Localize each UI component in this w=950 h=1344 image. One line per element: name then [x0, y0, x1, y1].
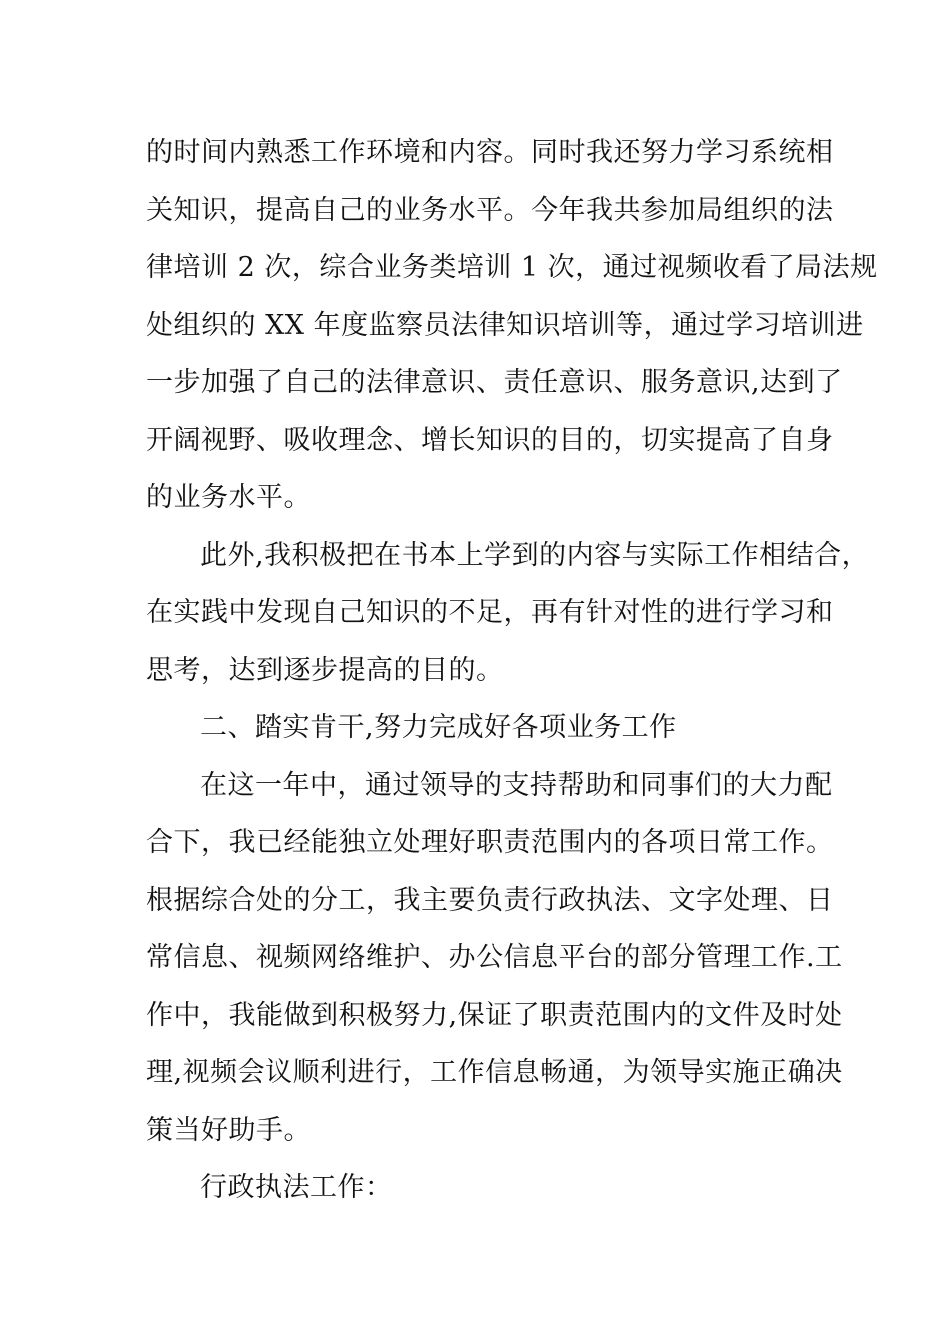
text-line: 思考，达到逐步提高的目的。 — [146, 654, 504, 686]
subsection-heading: 行政执法工作： — [200, 1172, 393, 1203]
document-body — [146, 124, 878, 1217]
text-line: 策当好助手。 — [146, 1114, 311, 1146]
text-line: 的业务水平。 — [146, 482, 311, 513]
text-line: 律培训 2 次，综合业务类培训 1 次，通过视频收看了局法规 — [146, 252, 878, 283]
text-line: 根据综合处的分工，我主要负责行政执法、文字处理、日 — [146, 884, 834, 916]
text-line: 处组织的 XX 年度监察员法律知识培训等，通过学习培训进 — [146, 309, 864, 341]
text-line: 的时间内熟悉工作环境和内容。同时我还努力学习系统相 — [146, 137, 834, 168]
text-line: 关知识，提高自己的业务水平。今年我共参加局组织的法 — [146, 194, 834, 226]
text-line: 合下，我已经能独立处理好职责范围内的各项日常工作。 — [146, 827, 834, 858]
section-heading: 二、踏实肯干,努力完成好各项业务工作 — [200, 712, 677, 743]
paragraph-first-line: 在这一年中，通过领导的支持帮助和同事们的大力配 — [200, 769, 833, 801]
text-line: 开阔视野、吸收理念、增长知识的目的，切实提高了自身 — [146, 424, 834, 456]
paragraph-first-line: 此外,我积极把在书本上学到的内容与实际工作相结合， — [200, 539, 870, 571]
text-line: 作中，我能做到积极努力,保证了职责范围内的文件及时处 — [146, 999, 843, 1031]
text-line: 一步加强了自己的法律意识、责任意识、服务意识,达到了 — [146, 367, 843, 398]
text-line: 理,视频会议顺利进行，工作信息畅通，为领导实施正确决 — [146, 1057, 843, 1088]
text-line: 在实践中发现自己知识的不足，再有针对性的进行学习和 — [146, 597, 834, 628]
text-line: 常信息、视频网络维护、办公信息平台的部分管理工作.工 — [146, 942, 843, 973]
